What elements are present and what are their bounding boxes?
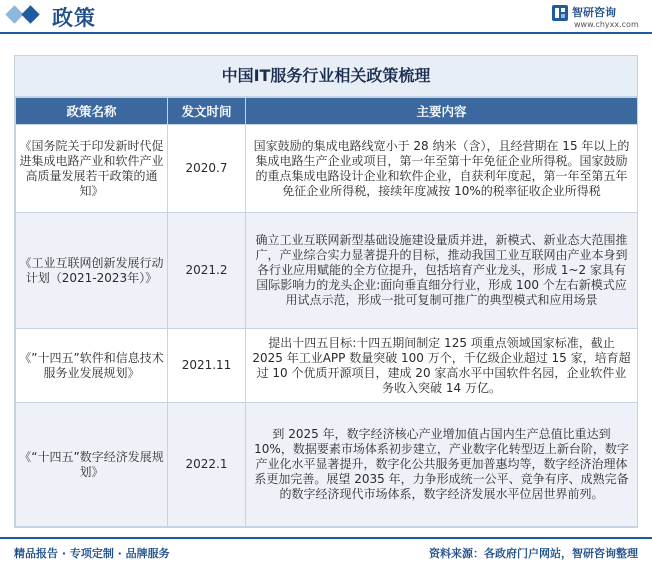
issue-date-cell: 2021.2 (168, 213, 246, 329)
main-content-cell: 国家鼓励的集成电路线宽小于 28 纳米（含），且经营期在 15 年以上的集成电路生产企业或项目，第一年至第十年免征企业所得税。国家鼓励的重点集成电路设计企业和软件企业，自获利年度起，第一年至第五年免征企业所得税，接续年度减按 10%的税率征收企业所得税 (246, 125, 638, 213)
column-header-issue-date: 发文时间 (168, 98, 246, 125)
table-row (16, 125, 638, 213)
column-header-main-content: 主要内容 (246, 98, 638, 125)
table-row (16, 403, 638, 527)
table-title: 中国IT服务行业相关政策梳理 (15, 56, 637, 97)
policy-table-grid (15, 97, 638, 527)
page-footer (0, 545, 652, 565)
main-content-cell: 到 2025 年，数字经济核心产业增加值占国内生产总值比重达到 10%，数据要素市场体系初步建立，产业数字化转型迈上新台阶，数字产业化水平显著提升，数字化公共服务更加普惠均等，数字经济治理体系更加完善。展望 2035 年，力争形成统一公平、竞争有序、成熟完备的数字经济现代市场体系，数字经济发展水平位居世界前列。 (246, 403, 638, 527)
page-title: 政策 (52, 6, 96, 30)
policy-name-cell: 《”十四五”软件和信息技术服务业发展规划》 (16, 329, 168, 403)
policy-name-cell: 《“十四五”数字经济发展规划》 (16, 403, 168, 527)
footer-tagline: 精品报告 · 专项定制 · 品牌服务 (14, 547, 170, 560)
brand-logo (552, 4, 642, 32)
header-divider (0, 32, 652, 34)
footer-divider (0, 537, 652, 539)
issue-date-cell: 2022.1 (168, 403, 246, 527)
main-content-cell: 提出十四五目标:十四五期间制定 125 项重点领域国家标准，截止 2025 年工业APP 数量突破 100 万个，千亿级企业超过 15 家，培育超过 10 个优质开源项目，建成 20 家高水平中国软件名园，企业软件业务收入突破 14 万亿。 (246, 329, 638, 403)
table-row (16, 329, 638, 403)
table-header-row (16, 98, 638, 125)
issue-date-cell: 2020.7 (168, 125, 246, 213)
brand-url: www.chyxx.com (574, 20, 639, 29)
policy-name-cell: 《国务院关于印发新时代促进集成电路产业和软件产业高质量发展若干政策的通知》 (16, 125, 168, 213)
footer-source: 资料来源：各政府门户网站，智研咨询整理 (429, 547, 638, 560)
table-row (16, 213, 638, 329)
main-content-cell: 确立工业互联网新型基础设施建设量质并进，新模式、新业态大范围推广，产业综合实力显著提升的目标，推动我国工业互联网由产业本身到各行业应用赋能的全方位提升，包括培育产业龙头，形成 1~2 家具有国际影响力的龙头企业:面向垂直细分行业，形成 100 个左右新模式应用试点示范，形成一批可复制可推广的典型模式和应用场景 (246, 213, 638, 329)
brand-name: 智研咨询 (572, 6, 616, 19)
chyxx-logo-icon (552, 5, 568, 21)
policy-name-cell: 《工业互联网创新发展行动计划（2021-2023年）》 (16, 213, 168, 329)
policy-table (14, 55, 638, 528)
page-header (0, 0, 652, 34)
column-header-policy-name: 政策名称 (16, 98, 168, 125)
issue-date-cell: 2021.11 (168, 329, 246, 403)
